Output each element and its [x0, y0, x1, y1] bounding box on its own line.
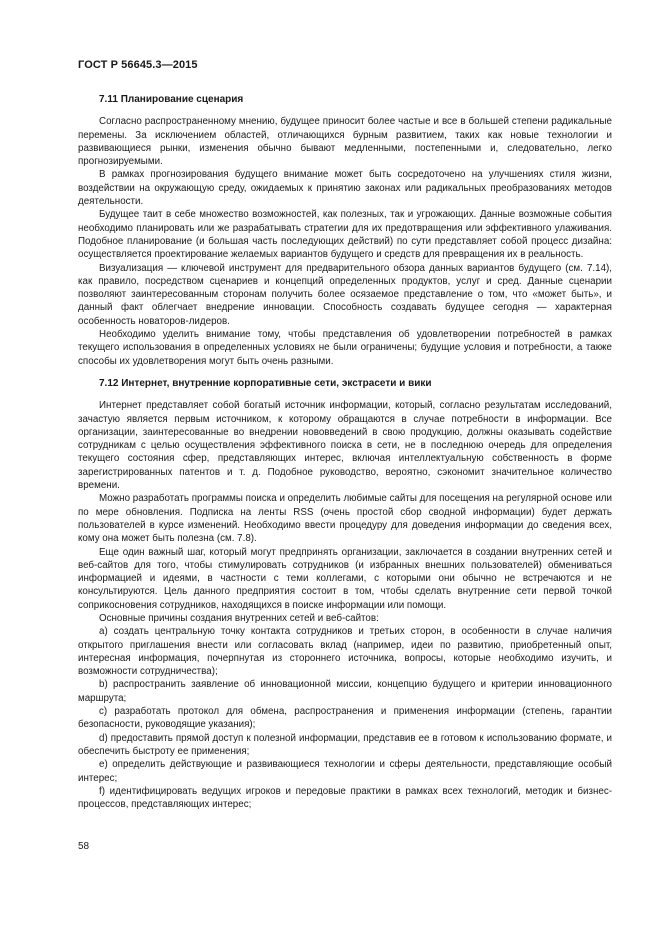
- list-item-c: c) разработать протокол для обмена, распространения и применения информации (степень, гарантии безопасности, руководящие указания);: [78, 706, 612, 731]
- list-item-d: d) предоставить прямой доступ к полезной информации, представив ее в готовом к использованию формате, и обеспечить быстроту ее применения;: [78, 732, 612, 757]
- section-7-11-title: 7.11 Планирование сценария: [99, 94, 244, 105]
- list-item-b: b) распространить заявление об инновационной миссии, концепцию будущего и критерии инновационного маршрута;: [78, 679, 612, 704]
- paragraph: Необходимо уделить внимание тому, чтобы представления об удовлетворении потребностей в рамках текущего использования в определенных условиях не были ограничены; будущие условия и потребности, а также способы их удовлетворения могут быть очень разными.: [78, 329, 612, 367]
- section-divider-space: [78, 368, 612, 377]
- paragraph: Можно разработать программы поиска и определить любимые сайты для посещения на регулярной основе или по мере обновления. Подписка на ленты RSS (очень простой сбор сводной информации) будет держать пользователей в курсе изменений. Необходимо ввести процедуру для доведения информации до сведения всех, кому она может быть полезна (см. 7.8).: [78, 493, 612, 545]
- page-number: 58: [78, 841, 90, 852]
- paragraph: Еще один важный шаг, который могут предпринять организации, заключается в создании внутренних сетей и веб-сайтов для того, чтобы стимулировать сотрудников (и избранных внешних пользователей) обмениваться информацией и идеями, в частности с теми коллегами, с которыми они обычно не встречаются и не консультируются. Цель данного предприятия состоит в том, чтобы сделать внутренние сети первой точкой соприкосновения сотрудников, находящихся в поиске информации или помощи.: [78, 546, 612, 611]
- paragraph: Будущее таит в себе множество возможностей, как полезных, так и угрожающих. Данные возможные события необходимо планировать или же разрабатывать стратегии для их предотвращения или эффективного улаживания. Подобное планирование (и большая часть последующих действий) по сути представляет собой процесс дизайна: осуществляется проектирование желаемых вариантов будущего и средств для превращения их в реальность.: [78, 209, 612, 261]
- list-item-f: f) идентифицировать ведущих игроков и передовые практики в рамках всех технологий, методик и бизнес-процессов, представляющих интерес;: [78, 785, 612, 811]
- section-7-12-title: 7.12 Интернет, внутренние корпоративные сети, экстрасети и вики: [99, 377, 432, 389]
- paragraph: Интернет представляет собой богатый источник информации, который, согласно результатам исследований, зачастую является первым источником, к которому обращаются в случае потребности в информации. Все организации, заинтересованные во внедрении нововведений в свою продукцию, должны оказывать содействие сотрудникам с целью осуществления эффективного поиска в сети, не в последнюю очередь для определения текущего состояния сфер, представляющих интерес, включая интеллектуальную собственность в форме зарегистрированных патентов и т. д. Подобное руководство, вероятно, сэкономит значительное количество времени.: [78, 400, 612, 492]
- document-body: [78, 93, 612, 811]
- paragraph: В рамках прогнозирования будущего внимание может быть сосредоточено на улучшениях стиля жизни, воздействии на окружающую среду, ожидаемых к принятию законах или радикальных преобразованиях методов деятельности.: [78, 169, 612, 208]
- list-item-e: e) определить действующие и развивающиеся технологии и сферы деятельности, представляющие особый интерес;: [78, 759, 612, 784]
- standard-header: ГОСТ Р 56645.3—2015: [78, 59, 198, 71]
- paragraph: Согласно распространенному мнению, будущее приносит более частые и все в большей степени радикальные перемены. За исключением областей, отличающихся бурным развитием, таких как новые технологии и развивающиеся рынки, изменения обычно бывают медленными, постепенными и, следовательно, легко прогнозируемыми.: [78, 116, 612, 168]
- paragraph: Визуализация — ключевой инструмент для предварительного обзора данных вариантов будущего (см. 7.14), как правило, посредством сценариев и концепций определенных продуктов, услуг и сред. Данные сценарии позволяют заинтересованным сторонам получить более осязаемое представление о том, что «может быть», и данный факт облегчает внедрение инновации. Способность создавать будущее сегодня — характерная особенность новаторов-лидеров.: [78, 262, 612, 327]
- list-item-a: a) создать центральную точку контакта сотрудников и третьих сторон, в особенности в случае наличия открытого приглашения внести или согласовать вклад (например, идеи по развитию, приобретенный опыт, интересная информация, почерпнутая из стороннего источника, вопросы, которые необходимо изучить, и возможности сотрудничества);: [78, 626, 612, 678]
- paragraph: Основные причины создания внутренних сетей и веб-сайтов:: [99, 612, 379, 624]
